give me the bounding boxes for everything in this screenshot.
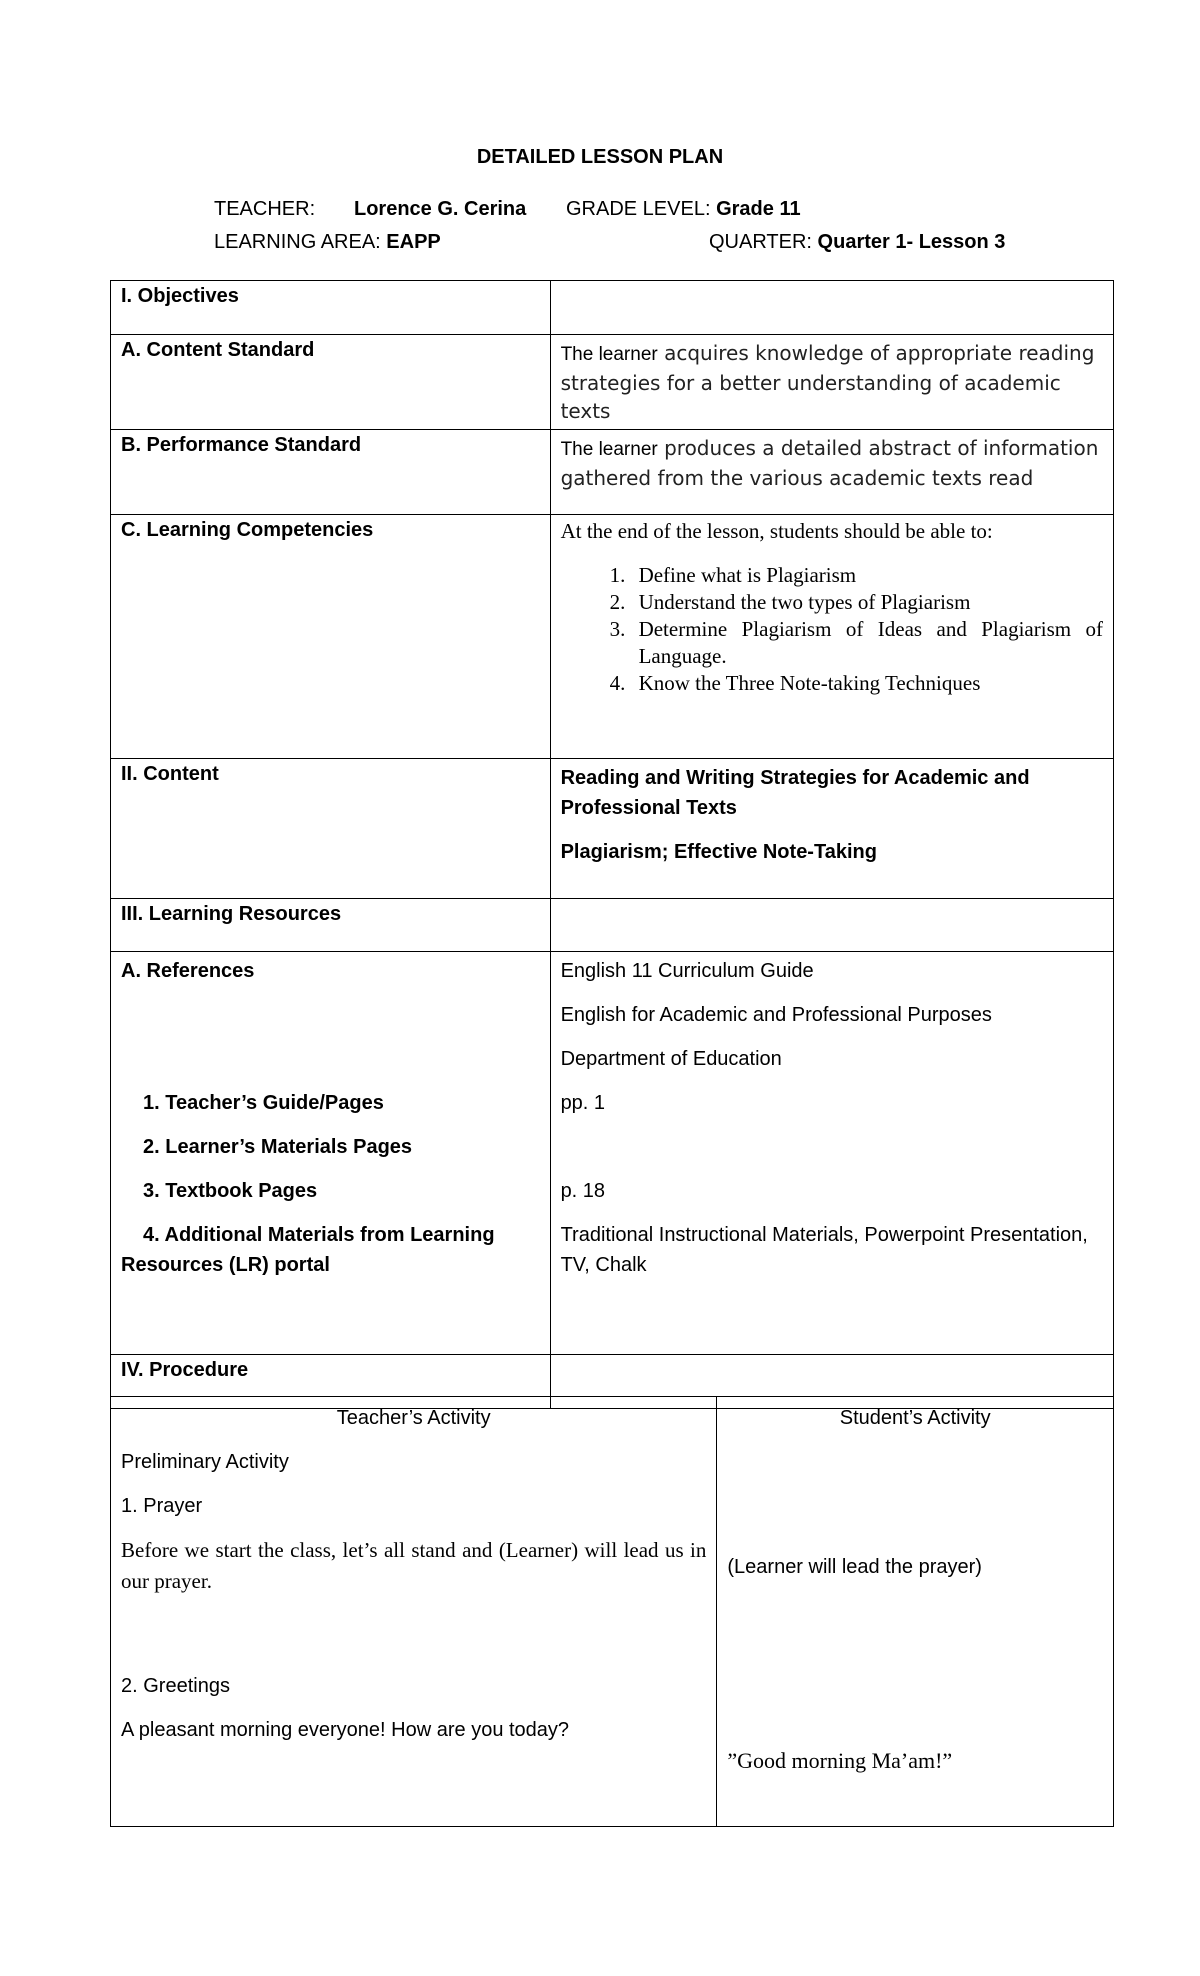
content-standard-row [111,335,1114,430]
learners-materials-value [561,1132,1103,1162]
competencies-value [550,515,1113,759]
objectives-row [111,281,1114,335]
procedure-table [110,1396,1114,1827]
teacher-activity-cell [111,1397,717,1827]
references-label-cell [111,952,551,1355]
content-standard-value [550,335,1113,430]
resources-label: III. Learning Resources [111,899,551,952]
grade-level [566,198,801,221]
preliminary-activity: Preliminary Activity [121,1451,289,1473]
quarter [709,231,1005,254]
quarter-label: QUARTER: [709,231,812,253]
competency-item: 1. Define what is Plagiarism [631,562,1103,589]
reference-item: English for Academic and Professional Purposes [560,1004,992,1026]
competencies-intro: At the end of the lesson, students should be able to: [560,519,993,543]
content-subtopic: Plagiarism; Effective Note-Taking [560,841,877,863]
content-row [111,759,1114,899]
competencies-list [561,562,1103,697]
textbook-pages-value: p. 18 [560,1180,606,1202]
document-title: DETAILED LESSON PLAN [476,146,724,168]
objectives-label: I. Objectives [111,281,551,335]
prayer-text: Before we start the class, let’s all stand and (Learner) will lead us in our prayer. [121,1538,707,1593]
textbook-pages-label: 3. Textbook Pages [143,1180,318,1202]
teacher-activity-header: Teacher’s Activity [336,1407,491,1429]
performance-standard-row [111,430,1114,515]
references-row [111,952,1114,1355]
references-value-cell [550,952,1113,1355]
teacher-label: TEACHER: [214,198,316,220]
grade-value: Grade 11 [716,198,801,220]
additional-materials-label: 4. Additional Materials from Learning Resources (LR) portal [121,1224,495,1276]
competency-item: 3. Determine Plagiarism of Ideas and Plagiarism of Language. [631,616,1103,670]
competency-item: 4. Know the Three Note-taking Techniques [631,670,1103,697]
competencies-row [111,515,1114,759]
procedure-label: IV. Procedure [111,1355,551,1409]
content-standard-text: acquires knowledge of appropriate reading strategies for a better understanding of academic texts [560,341,1095,423]
teacher-name: Lorence G. Cerina [354,198,527,220]
references-label: A. References [121,960,255,982]
prayer-response: (Learner will lead the prayer) [727,1556,982,1578]
learning-area [214,231,441,254]
prayer-label: 1. Prayer [121,1495,203,1517]
lesson-plan-table [110,280,1114,1409]
greetings-response: ”Good morning Ma’am!” [727,1748,953,1773]
performance-standard-text: produces a detailed abstract of information gathered from the various academic texts read [560,436,1099,490]
student-activity-header: Student’s Activity [839,1407,991,1429]
competencies-label: C. Learning Competencies [111,515,551,759]
content-standard-label: A. Content Standard [111,335,551,430]
resources-value [550,899,1113,952]
reference-item: Department of Education [560,1048,782,1070]
performance-standard-value [550,430,1113,515]
content-value [550,759,1113,899]
greetings-label: 2. Greetings [121,1675,230,1697]
greetings-text: A pleasant morning everyone! How are you today? [121,1719,570,1741]
content-standard-prefix: The learner [560,344,658,365]
content-topic: Reading and Writing Strategies for Academic and Professional Texts [560,767,1030,819]
performance-standard-label: B. Performance Standard [111,430,551,515]
additional-materials-value: Traditional Instructional Materials, Powerpoint Presentation, TV, Chalk [560,1224,1088,1276]
student-activity-cell [717,1397,1114,1827]
learners-materials-label: 2. Learner’s Materials Pages [143,1136,413,1158]
reference-item: English 11 Curriculum Guide [560,960,814,982]
competency-item: 2. Understand the two types of Plagiarism [631,589,1103,616]
grade-label: GRADE LEVEL: [566,198,711,220]
teachers-guide-label: 1. Teacher’s Guide/Pages [143,1092,384,1114]
quarter-value: Quarter 1- Lesson 3 [817,231,1006,253]
objectives-value [550,281,1113,335]
teachers-guide-value: pp. 1 [560,1092,606,1114]
performance-standard-prefix: The learner [560,439,658,460]
area-label: LEARNING AREA: [214,231,381,253]
content-label: II. Content [111,759,551,899]
area-value: EAPP [386,231,441,253]
activity-row [111,1397,1114,1827]
resources-row [111,899,1114,952]
